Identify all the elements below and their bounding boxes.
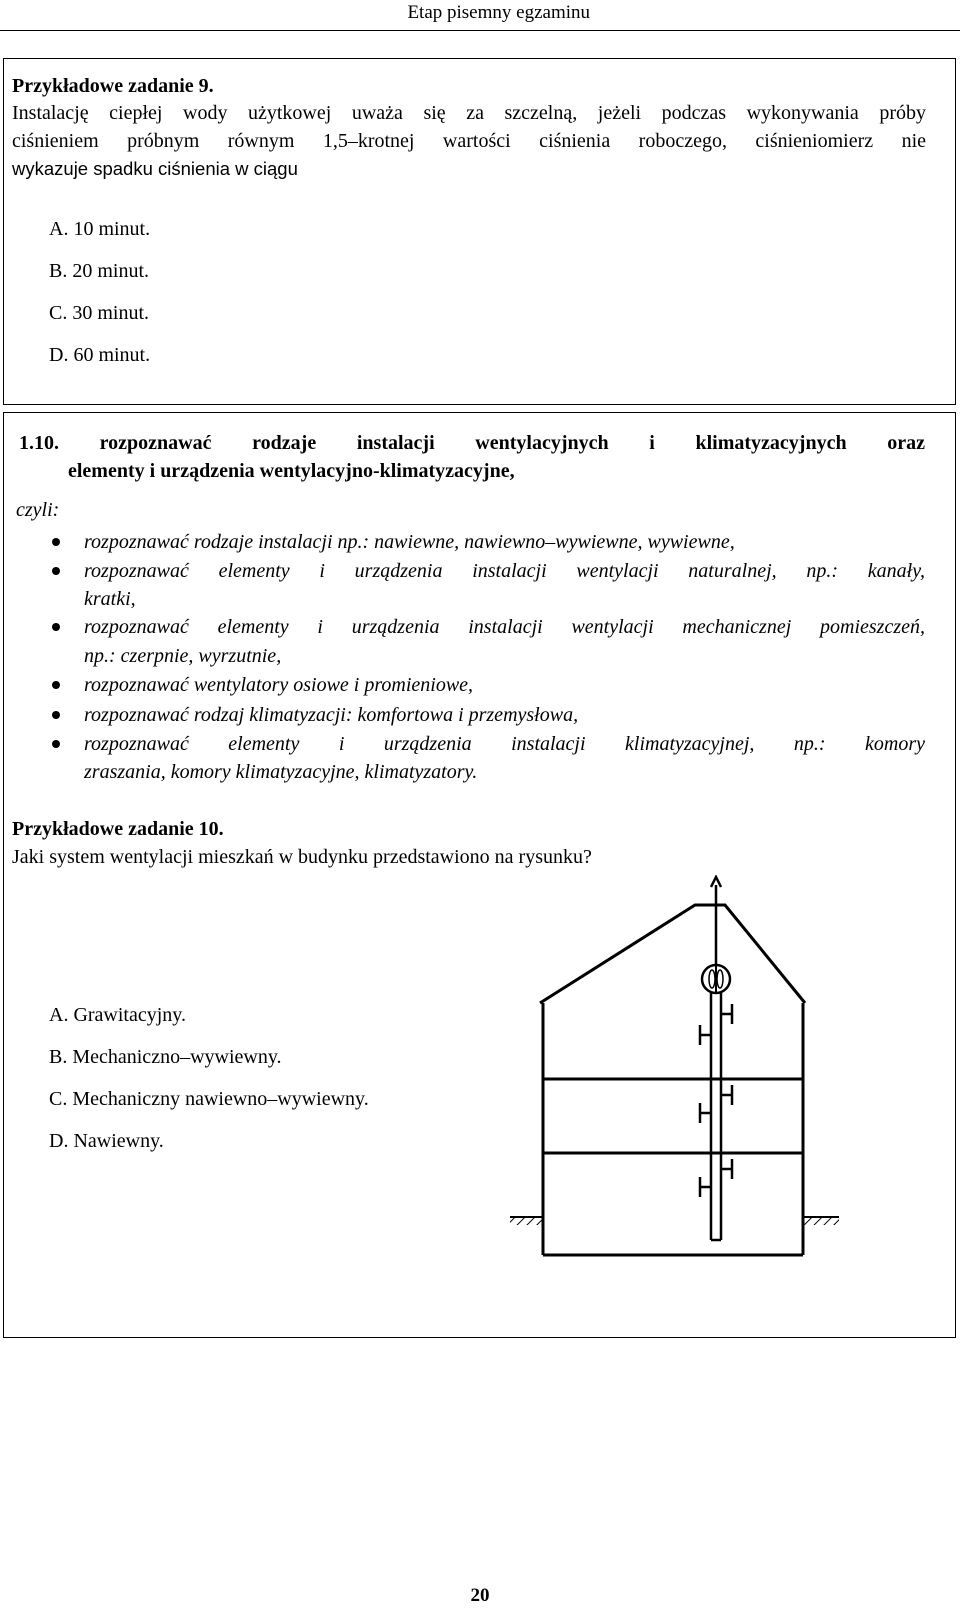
bullet-dot [52, 623, 60, 631]
bullet-6-line-1: rozpoznawać elementy i urządzenia instalacji klimatyzacyjnej, np.: komory [84, 733, 925, 755]
bullet-dot [52, 567, 60, 575]
task-9-option-b: B. 20 minut. [49, 260, 150, 282]
task-9-question-line-1: Instalację ciepłej wody użytkowej uważa się za szczelną, jeżeli podczas wykonywania próby [12, 102, 926, 124]
ground-hatch-left [510, 1217, 543, 1225]
exhaust-grille-icon [700, 1025, 711, 1045]
page-header [0, 0, 960, 31]
section-title-line-1: 1.10. rozpoznawać rodzaje instalacji wentylacyjnych i klimatyzacyjnych oraz [19, 432, 925, 454]
task-9-option-a: A. 10 minut. [49, 218, 151, 240]
exhaust-grille-icon [721, 1159, 732, 1179]
ground-hatch-right [803, 1217, 839, 1225]
task-9-question-line-2: ciśnieniem próbnym równym 1,5–krotnej wartości ciśnienia roboczego, ciśnieniomierz nie [12, 130, 926, 152]
bullet-5-line-1: rozpoznawać rodzaj klimatyzacji: komfortowa i przemysłowa, [84, 704, 579, 726]
bullet-2-line-2: kratki, [84, 588, 136, 610]
task-9-option-d: D. 60 minut. [49, 344, 151, 366]
header-title: Etap pisemny egzaminu [407, 2, 590, 23]
bullet-6-line-2: zraszania, komory klimatyzacyjne, klimatyzatory. [84, 761, 478, 783]
task-10-option-b: B. Mechaniczno–wywiewny. [49, 1046, 282, 1068]
task-10-option-d: D. Nawiewny. [49, 1130, 164, 1152]
task-9-question-line-3: wykazuje spadku ciśnienia w ciągu [12, 158, 298, 179]
bullet-dot [52, 740, 60, 748]
bullet-1-line-1: rozpoznawać rodzaje instalacji np.: nawiewne, nawiewno–wywiewne, wywiewne, [84, 531, 735, 553]
page-number: 20 [470, 1585, 490, 1606]
bullet-4-line-1: rozpoznawać wentylatory osiowe i promieniowe, [84, 674, 474, 696]
task-10-heading: Przykładowe zadanie 10. [12, 818, 224, 840]
task-10-question: Jaki system wentylacji mieszkań w budynku przedstawiono na rysunku? [12, 846, 592, 868]
bullet-3-line-1: rozpoznawać elementy i urządzenia instalacji wentylacji mechanicznej pomieszczeń, [84, 616, 925, 638]
task-10-option-a: A. Grawitacyjny. [49, 1004, 186, 1026]
roof-outline [540, 905, 805, 1003]
bullet-2-line-1: rozpoznawać elementy i urządzenia instalacji wentylacji naturalnej, np.: kanały, [84, 560, 925, 582]
bullet-dot [52, 681, 60, 689]
section-title-line-2: elementy i urządzenia wentylacyjno-klimatyzacyjne, [68, 460, 515, 482]
task-9-box [3, 58, 956, 405]
czyli-label: czyli: [16, 499, 60, 521]
building-ventilation-drawing [510, 875, 950, 1275]
exhaust-grille-icon [721, 1004, 732, 1024]
exhaust-grille-icon [700, 1177, 711, 1197]
bullet-dot [52, 538, 60, 546]
exhaust-grille-icon [700, 1103, 711, 1123]
exhaust-grille-icon [721, 1085, 732, 1105]
bullet-3-line-2: np.: czerpnie, wyrzutnie, [84, 645, 282, 667]
task-9-heading: Przykładowe zadanie 9. [12, 75, 214, 97]
task-9-option-c: C. 30 minut. [49, 302, 150, 324]
bullet-dot [52, 711, 60, 719]
task-10-option-c: C. Mechaniczny nawiewno–wywiewny. [49, 1088, 369, 1110]
